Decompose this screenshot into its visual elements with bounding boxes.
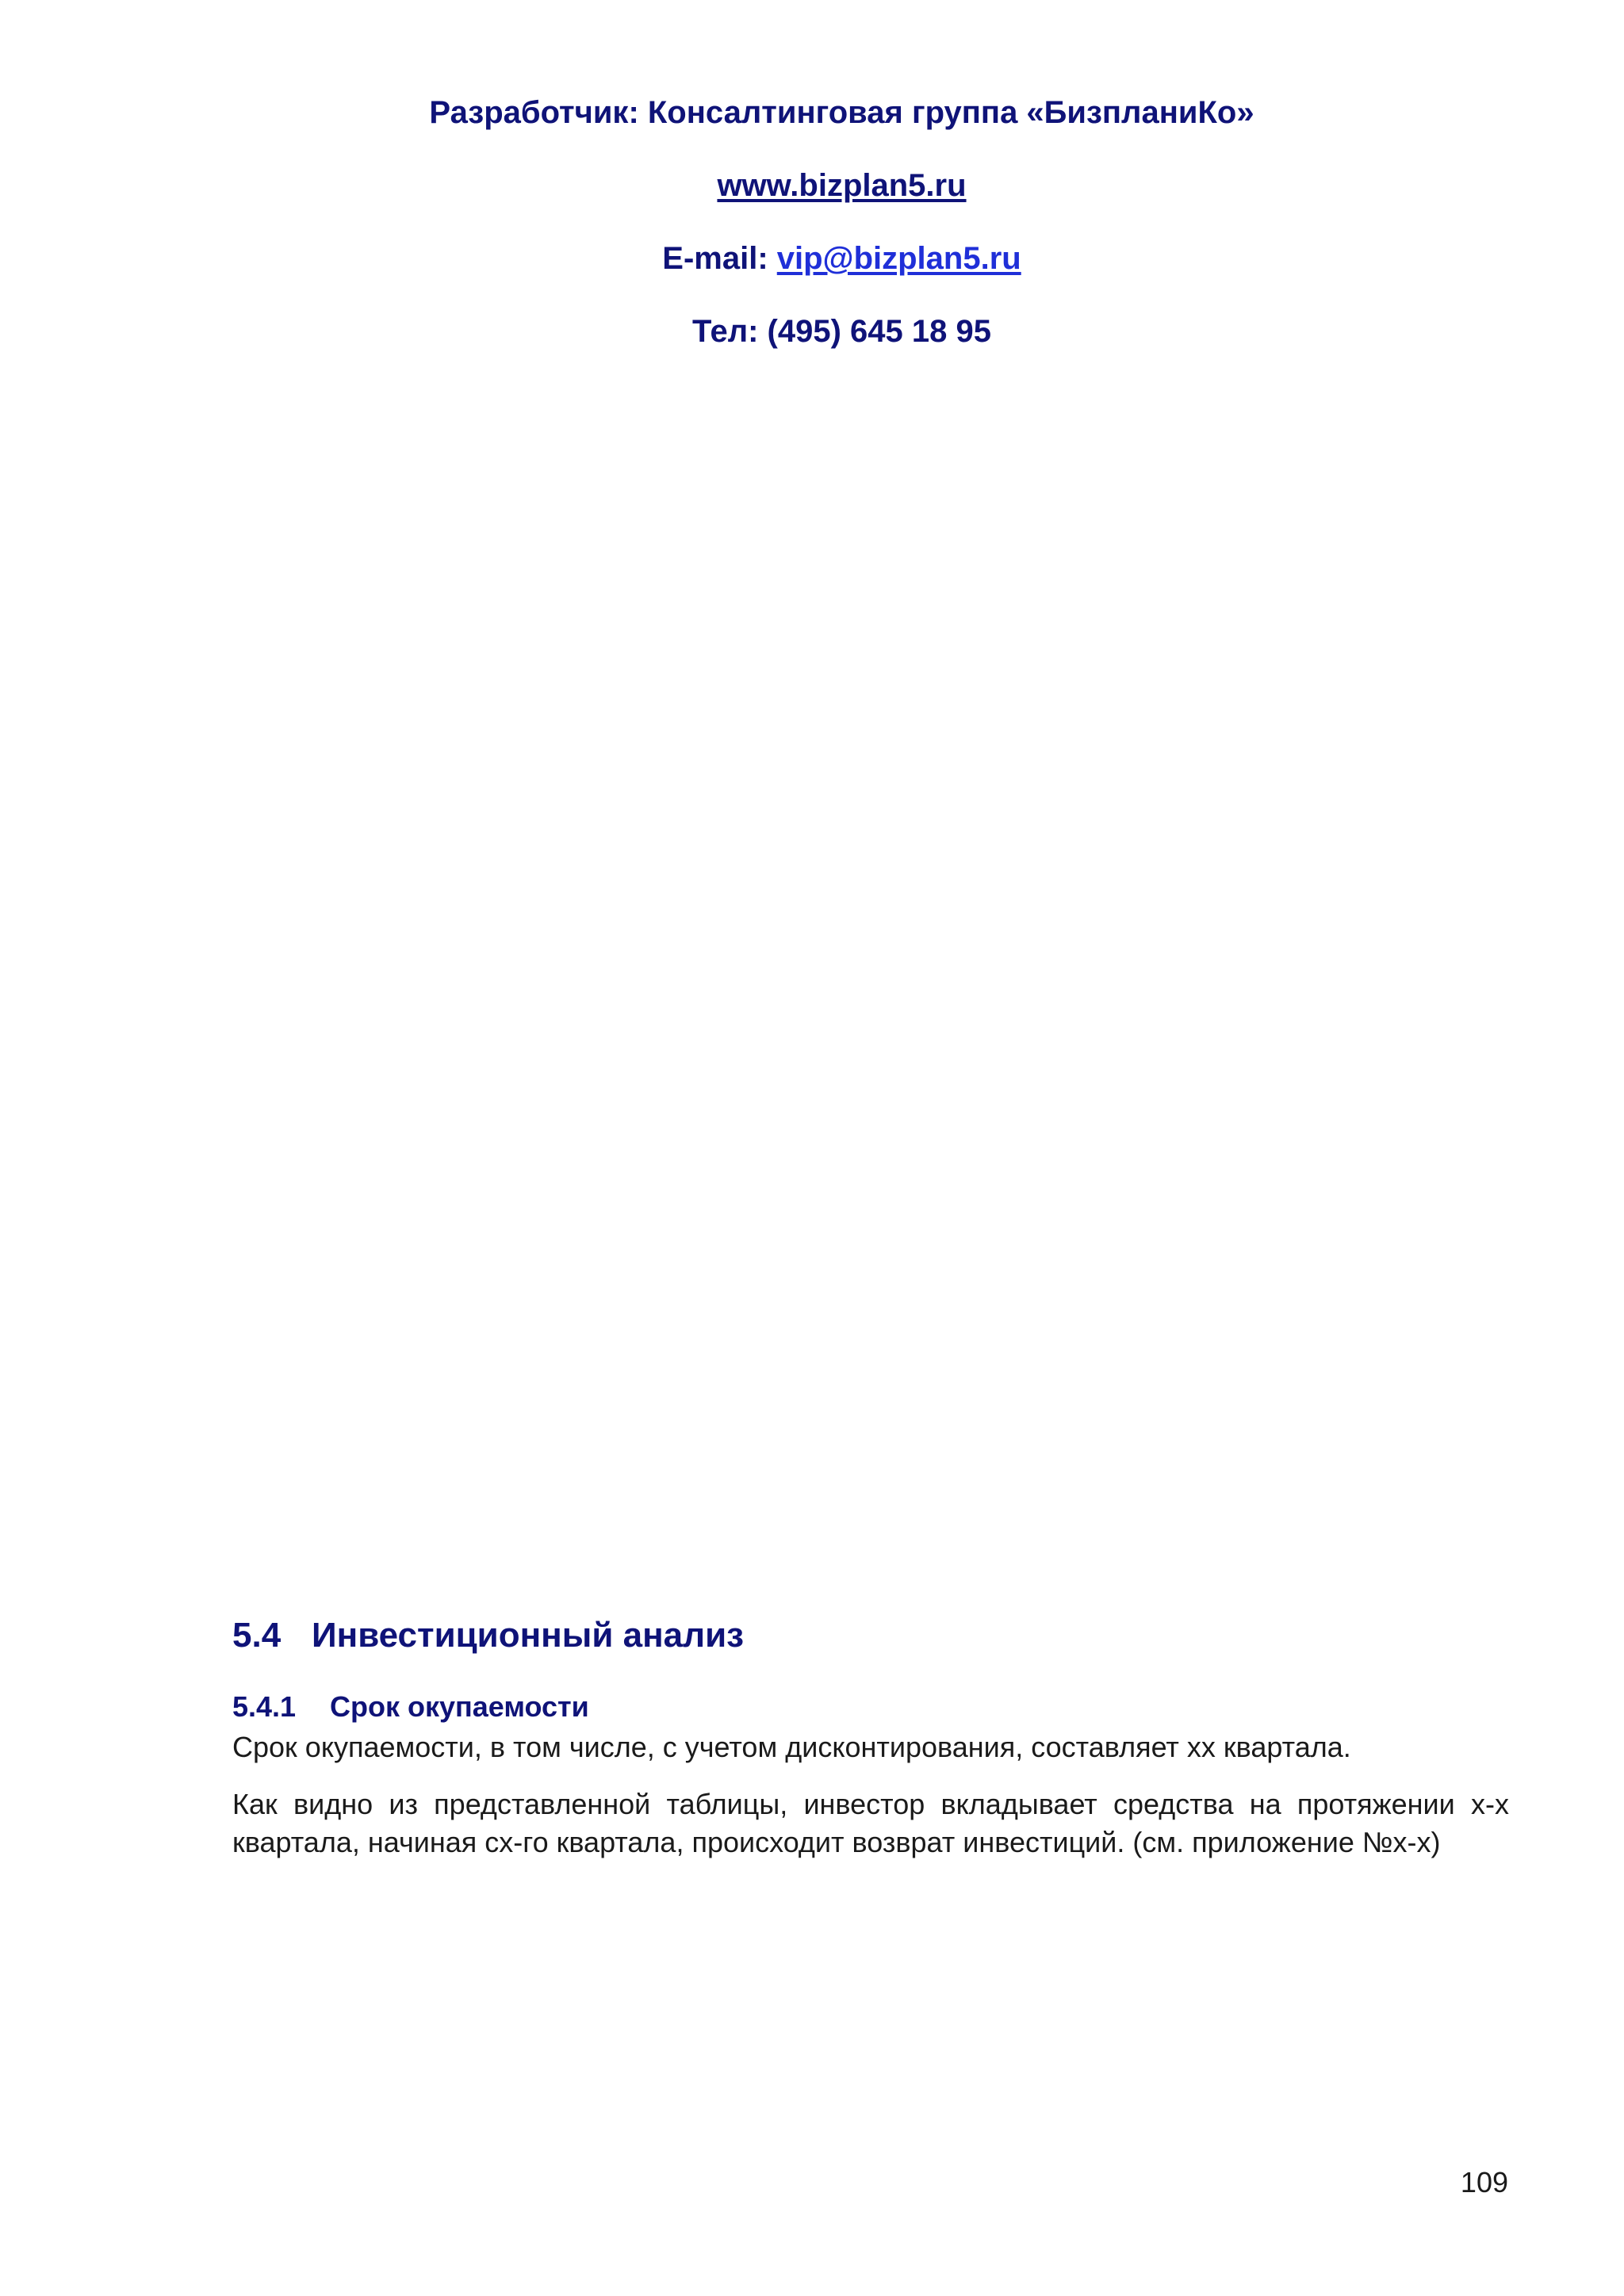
paragraph: Срок окупаемости, в том числе, с учетом дисконтирования, составляет хх квартала. (232, 1731, 1351, 1763)
page-header (0, 94, 1624, 350)
subsection-title: Срок окупаемости (330, 1690, 589, 1723)
email-link[interactable]: vip@bizplan5.ru (776, 241, 1021, 276)
subsection-number: 5.4.1 (232, 1690, 297, 1723)
section-title: Инвестиционный анализ (312, 1616, 744, 1655)
website-line (59, 166, 1624, 205)
paragraph: Как видно из представленной таблицы, инвестор вкладывает средства на протяжении х-х квартала, начиная сх-го квартала, происходит возврат инвестиций. (см. приложение №х-х) (232, 1788, 1509, 1858)
developer-line: Разработчик: Консалтинговая группа «БизпланиКо» (429, 95, 1254, 130)
subsection-heading (232, 1689, 589, 1724)
page-number: 109 (1460, 2166, 1508, 2198)
phone-line: Тел: (495) 645 18 95 (692, 314, 991, 349)
email-label: E-mail: (662, 241, 768, 276)
email-line (59, 239, 1624, 277)
section-number: 5.4 (232, 1616, 282, 1655)
website-link[interactable]: www.bizplan5.ru (717, 168, 967, 203)
section-heading (232, 1613, 744, 1658)
